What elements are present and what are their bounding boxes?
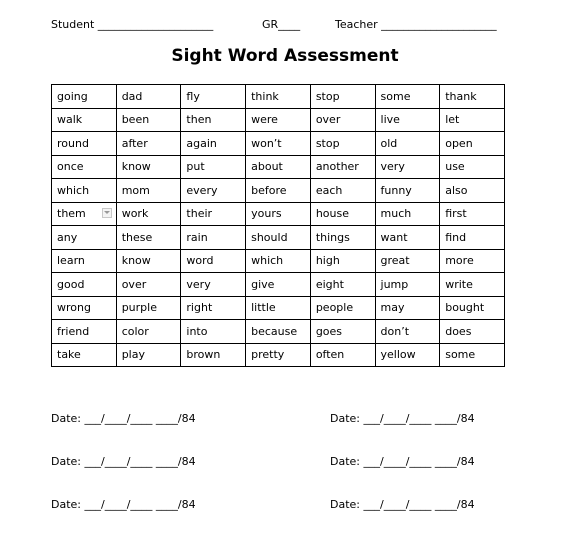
word-cell [181,132,246,156]
word-text: before [251,183,287,197]
word-text: play [121,348,145,362]
word-text: bought [445,301,485,315]
word-cell [440,296,505,320]
word-text: eight [315,277,344,291]
sight-word-table [51,84,505,367]
word-cell [181,108,246,132]
word-cell [52,155,117,179]
word-cell [375,226,440,250]
word-text: take [57,348,81,362]
table-row [52,108,505,132]
word-cell [116,249,181,273]
word-text: should [251,230,288,244]
word-cell [116,343,181,367]
word-cell [310,273,375,297]
word-cell [181,226,246,250]
word-cell [246,226,311,250]
word-text: think [251,89,279,103]
word-cell [181,202,246,226]
table-row [52,226,505,250]
word-text: know [121,254,151,268]
word-text: yellow [380,348,416,362]
word-cell [375,320,440,344]
word-cell [375,202,440,226]
word-cell [116,108,181,132]
word-text: often [315,348,345,362]
word-text: may [380,301,405,315]
word-cell [246,108,311,132]
word-text: much [380,207,412,221]
word-cell [375,296,440,320]
word-cell [440,132,505,156]
word-text: their [186,207,213,221]
word-cell [310,202,375,226]
word-text: stop [315,89,340,103]
grade-field: GR____ [262,18,301,31]
table-row [52,179,505,203]
word-cell [375,132,440,156]
word-cell [52,85,117,109]
word-text: any [57,230,78,244]
word-cell [375,85,440,109]
word-text: high [315,254,340,268]
word-cell [52,343,117,367]
word-text: find [445,230,467,244]
word-cell [116,273,181,297]
page-title: Sight Word Assessment [171,46,399,66]
student-field: Student _____________________ [51,18,214,31]
word-text: house [315,207,349,221]
word-cell [116,85,181,109]
word-cell [181,343,246,367]
word-text: brown [186,348,221,362]
word-text: use [445,160,465,174]
word-cell [440,273,505,297]
date-line-left-3: Date: ___/____/____ ____/84 [51,498,196,511]
word-cell [246,179,311,203]
word-cell [375,343,440,367]
word-cell [310,320,375,344]
word-text: won’t [251,136,282,150]
word-text: fly [186,89,200,103]
date-line-left-1: Date: ___/____/____ ____/84 [51,412,196,425]
word-cell [440,108,505,132]
word-text: been [121,113,150,127]
word-text: funny [380,183,412,197]
word-text: put [186,160,205,174]
word-cell [52,226,117,250]
word-cell [116,132,181,156]
word-text: again [186,136,217,150]
word-text: after [121,136,148,150]
word-cell [375,108,440,132]
word-cell [246,132,311,156]
table-row [52,320,505,344]
date-line-left-2: Date: ___/____/____ ____/84 [51,455,196,468]
word-text: stop [315,136,340,150]
word-text: goes [315,324,343,338]
word-text: jump [380,277,409,291]
word-cell [310,226,375,250]
word-text: yours [251,207,282,221]
word-cell [375,273,440,297]
word-text: because [251,324,298,338]
word-cell [246,85,311,109]
word-cell [181,179,246,203]
word-text: purple [121,301,157,315]
dropdown-arrow-icon[interactable] [102,208,112,218]
word-text: about [251,160,283,174]
word-cell [52,108,117,132]
word-text: little [251,301,276,315]
word-text: over [121,277,147,291]
word-text: old [380,136,398,150]
word-text: know [121,160,151,174]
table-row [52,202,505,226]
word-cell [116,179,181,203]
word-cell [440,343,505,367]
word-text: right [186,301,213,315]
date-line-right-1: Date: ___/____/____ ____/84 [330,412,475,425]
word-cell [116,296,181,320]
table-row [52,155,505,179]
word-cell [181,249,246,273]
word-cell [440,85,505,109]
word-cell [246,202,311,226]
word-cell [116,226,181,250]
word-cell [310,249,375,273]
word-cell [116,320,181,344]
date-line-right-2: Date: ___/____/____ ____/84 [330,455,475,468]
word-cell [52,273,117,297]
table-row [52,132,505,156]
word-text: very [380,160,405,174]
word-text: color [121,324,149,338]
word-text: does [445,324,472,338]
word-cell [52,320,117,344]
word-cell [375,249,440,273]
word-text: people [315,301,354,315]
word-text: great [380,254,410,268]
word-text: walk [57,113,83,127]
word-text: open [445,136,473,150]
word-text: every [186,183,218,197]
word-text: each [315,183,343,197]
word-cell [246,296,311,320]
word-text: learn [57,254,85,268]
word-text: them [57,207,86,221]
word-text: rain [186,230,208,244]
word-text: once [57,160,84,174]
word-text: over [315,113,341,127]
word-text: mom [121,183,150,197]
word-text: live [380,113,400,127]
word-text: friend [57,324,90,338]
word-cell [440,179,505,203]
word-cell [52,179,117,203]
word-cell [181,85,246,109]
word-text: another [315,160,359,174]
word-cell [181,155,246,179]
table-row [52,249,505,273]
word-cell [52,249,117,273]
word-cell [310,155,375,179]
word-cell [246,343,311,367]
word-text: write [445,277,473,291]
word-text: dad [121,89,143,103]
word-cell [181,273,246,297]
word-text: don’t [380,324,410,338]
word-cell [440,202,505,226]
table-row [52,273,505,297]
word-text: wrong [57,301,91,315]
word-text: some [445,348,476,362]
word-cell [52,132,117,156]
word-text: also [445,183,468,197]
word-text: which [251,254,284,268]
word-text: then [186,113,212,127]
word-cell [246,320,311,344]
word-text: more [445,254,474,268]
word-cell [181,320,246,344]
word-cell [310,85,375,109]
word-text: very [186,277,211,291]
teacher-field: Teacher _____________________ [335,18,497,31]
word-cell [310,108,375,132]
word-text: want [380,230,408,244]
word-text: work [121,207,149,221]
word-cell [116,155,181,179]
word-text: give [251,277,275,291]
date-line-right-3: Date: ___/____/____ ____/84 [330,498,475,511]
word-cell [246,273,311,297]
word-cell [52,202,117,226]
word-cell [116,202,181,226]
word-text: good [57,277,85,291]
word-text: round [57,136,89,150]
word-text: going [57,89,88,103]
word-text: first [445,207,467,221]
word-cell [440,249,505,273]
word-text: which [57,183,90,197]
word-text: some [380,89,411,103]
word-cell [375,179,440,203]
word-text: were [251,113,278,127]
table-row [52,296,505,320]
word-cell [181,296,246,320]
word-cell [440,226,505,250]
word-text: into [186,324,208,338]
word-cell [375,155,440,179]
word-text: word [186,254,214,268]
word-cell [246,155,311,179]
word-cell [310,179,375,203]
word-cell [440,320,505,344]
word-text: these [121,230,153,244]
word-cell [246,249,311,273]
table-row [52,85,505,109]
word-text: let [445,113,460,127]
word-cell [310,296,375,320]
word-cell [52,296,117,320]
word-text: thank [445,89,477,103]
word-cell [310,132,375,156]
table-row [52,343,505,367]
word-cell [310,343,375,367]
word-text: pretty [251,348,285,362]
word-text: things [315,230,350,244]
word-cell [440,155,505,179]
